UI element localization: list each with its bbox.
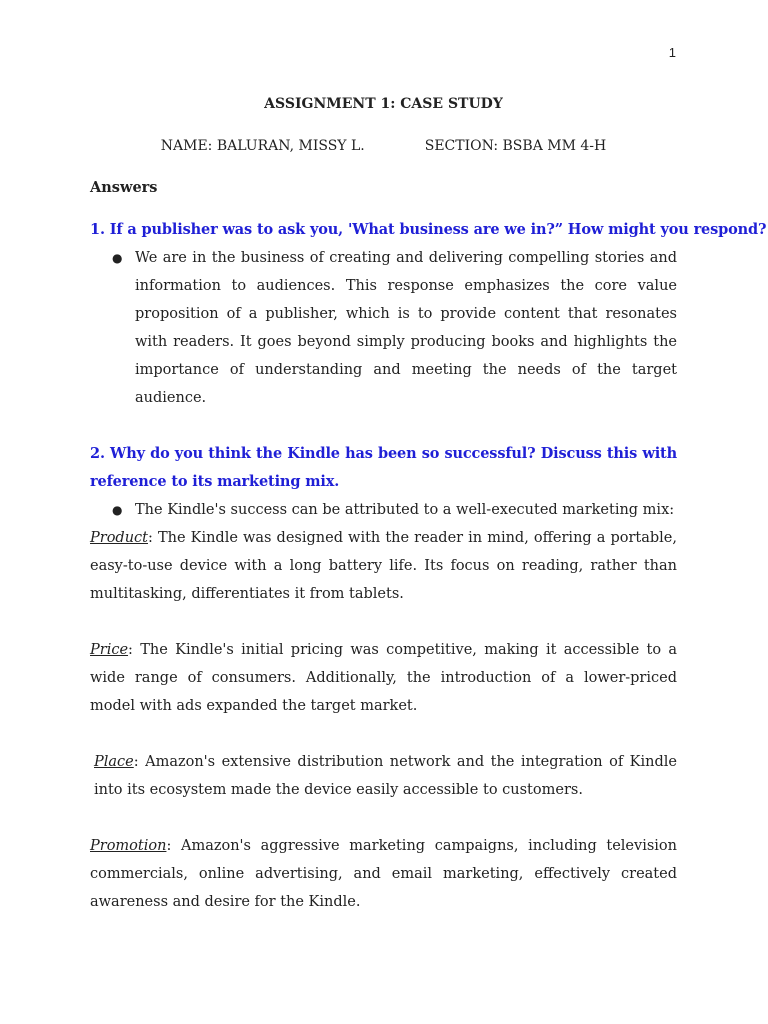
place-paragraph (90, 748, 677, 804)
promotion-paragraph (90, 832, 677, 916)
answer-1-bullet (90, 244, 677, 412)
product-text: : The Kindle was designed with the reader in mind, offering a portable, easy-to-use device with a long battery life. Its focus on reading, rather than multitasking, differentiates it from tablets. (90, 530, 677, 602)
answer-2-bullet (90, 496, 677, 524)
promotion-term: Promotion (90, 838, 167, 854)
place-term: Place (94, 754, 134, 770)
question-1: 1. If a publisher was to ask you, 'What business are we in?” How might you respond? (90, 221, 767, 238)
document-body (90, 90, 767, 916)
promotion-text: : Amazon's aggressive marketing campaigns, including television commercials, online advertising, and email marketing, effectively created awareness and desire for the Kindle. (90, 838, 677, 910)
student-name: NAME: BALURAN, MISSY L. (160, 138, 365, 154)
question-2: 2. Why do you think the Kindle has been so successful? Discuss this with reference to its marketing mix. (90, 445, 677, 490)
header-info (90, 132, 677, 160)
price-term: Price (90, 642, 129, 658)
bullet-icon: ● (112, 251, 123, 265)
answer-1-text: We are in the business of creating and delivering compelling stories and information to audiences. This response emphasizes the core value proposition of a publisher, which is to provide content that resonates with readers. It goes beyond simply producing books and highlights the importance of understanding and meeting the needs of the target audience. (135, 250, 677, 406)
product-paragraph (90, 524, 677, 608)
price-paragraph (90, 636, 677, 720)
page-title: ASSIGNMENT 1: CASE STUDY (264, 96, 503, 112)
answer-2-intro: The Kindle's success can be attributed to a well-executed marketing mix: (135, 502, 675, 518)
place-text: : Amazon's extensive distribution network and the integration of Kindle into its ecosystem made the device easily accessible to customers. (94, 754, 677, 798)
answers-heading: Answers (90, 179, 158, 196)
bullet-icon: ● (112, 503, 123, 517)
product-term: Product (90, 530, 148, 546)
price-text: : The Kindle's initial pricing was competitive, making it accessible to a wide range of consumers. Additionally, the introduction of a lower-priced model with ads expanded the target market. (90, 642, 677, 714)
student-section: SECTION: BSBA MM 4-H (424, 138, 607, 154)
page-number: 1 (668, 45, 676, 60)
